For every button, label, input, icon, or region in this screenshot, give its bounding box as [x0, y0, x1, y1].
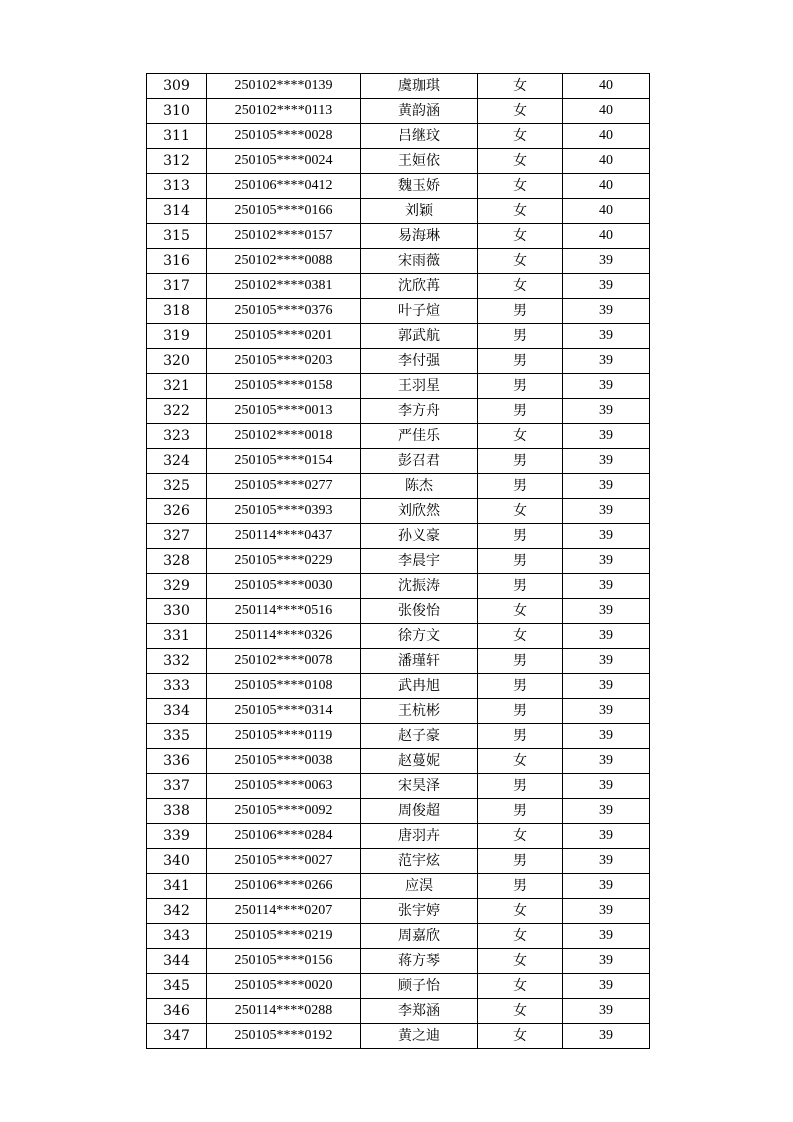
name-cell: 沈欣苒	[361, 274, 478, 299]
masked-id-cell: 250105****0030	[207, 574, 361, 599]
row-number-cell: 318	[147, 299, 207, 324]
masked-id-cell: 250105****0203	[207, 349, 361, 374]
table-row	[147, 474, 650, 499]
row-number-cell: 311	[147, 124, 207, 149]
name-cell: 李郑涵	[361, 999, 478, 1024]
table-row	[147, 874, 650, 899]
score-cell: 39	[563, 574, 650, 599]
name-cell: 陈杰	[361, 474, 478, 499]
name-cell: 孙义豪	[361, 524, 478, 549]
table-row	[147, 224, 650, 249]
table-row	[147, 1024, 650, 1049]
score-cell: 39	[563, 724, 650, 749]
row-number-cell: 327	[147, 524, 207, 549]
table-row	[147, 824, 650, 849]
gender-cell: 女	[478, 149, 563, 174]
gender-cell: 男	[478, 524, 563, 549]
table-row	[147, 99, 650, 124]
table-row	[147, 374, 650, 399]
score-cell: 40	[563, 124, 650, 149]
gender-cell: 女	[478, 749, 563, 774]
gender-cell: 女	[478, 224, 563, 249]
masked-id-cell: 250106****0266	[207, 874, 361, 899]
table-row	[147, 699, 650, 724]
masked-id-cell: 250105****0158	[207, 374, 361, 399]
masked-id-cell: 250105****0027	[207, 849, 361, 874]
name-cell: 郭武航	[361, 324, 478, 349]
name-cell: 刘颖	[361, 199, 478, 224]
row-number-cell: 333	[147, 674, 207, 699]
table-row	[147, 349, 650, 374]
masked-id-cell: 250105****0393	[207, 499, 361, 524]
gender-cell: 女	[478, 924, 563, 949]
score-cell: 39	[563, 974, 650, 999]
score-cell: 40	[563, 224, 650, 249]
table-row	[147, 574, 650, 599]
table-row	[147, 449, 650, 474]
score-cell: 39	[563, 499, 650, 524]
name-cell: 彭召君	[361, 449, 478, 474]
masked-id-cell: 250102****0088	[207, 249, 361, 274]
table-row	[147, 249, 650, 274]
score-cell: 39	[563, 874, 650, 899]
gender-cell: 女	[478, 974, 563, 999]
gender-cell: 男	[478, 349, 563, 374]
gender-cell: 男	[478, 474, 563, 499]
name-cell: 宋雨薇	[361, 249, 478, 274]
masked-id-cell: 250102****0018	[207, 424, 361, 449]
roster-table-body	[147, 74, 650, 1049]
gender-cell: 女	[478, 1024, 563, 1049]
score-cell: 39	[563, 824, 650, 849]
name-cell: 宋昊泽	[361, 774, 478, 799]
gender-cell: 男	[478, 299, 563, 324]
score-cell: 39	[563, 474, 650, 499]
masked-id-cell: 250105****0038	[207, 749, 361, 774]
score-cell: 39	[563, 924, 650, 949]
score-cell: 40	[563, 74, 650, 99]
masked-id-cell: 250102****0139	[207, 74, 361, 99]
score-cell: 39	[563, 749, 650, 774]
score-cell: 39	[563, 399, 650, 424]
score-cell: 39	[563, 699, 650, 724]
table-row	[147, 124, 650, 149]
name-cell: 吕继玟	[361, 124, 478, 149]
masked-id-cell: 250102****0381	[207, 274, 361, 299]
name-cell: 潘瑾轩	[361, 649, 478, 674]
masked-id-cell: 250105****0092	[207, 799, 361, 824]
masked-id-cell: 250105****0166	[207, 199, 361, 224]
table-row	[147, 274, 650, 299]
table-row	[147, 849, 650, 874]
gender-cell: 女	[478, 824, 563, 849]
table-row	[147, 74, 650, 99]
gender-cell: 女	[478, 249, 563, 274]
row-number-cell: 313	[147, 174, 207, 199]
row-number-cell: 332	[147, 649, 207, 674]
gender-cell: 男	[478, 699, 563, 724]
score-cell: 39	[563, 524, 650, 549]
name-cell: 黄韵涵	[361, 99, 478, 124]
masked-id-cell: 250102****0078	[207, 649, 361, 674]
table-row	[147, 949, 650, 974]
name-cell: 应淏	[361, 874, 478, 899]
row-number-cell: 345	[147, 974, 207, 999]
score-cell: 39	[563, 899, 650, 924]
name-cell: 张宇婷	[361, 899, 478, 924]
gender-cell: 男	[478, 874, 563, 899]
row-number-cell: 346	[147, 999, 207, 1024]
name-cell: 黄之迪	[361, 1024, 478, 1049]
gender-cell: 男	[478, 399, 563, 424]
gender-cell: 男	[478, 724, 563, 749]
gender-cell: 男	[478, 799, 563, 824]
row-number-cell: 309	[147, 74, 207, 99]
gender-cell: 男	[478, 374, 563, 399]
row-number-cell: 325	[147, 474, 207, 499]
row-number-cell: 323	[147, 424, 207, 449]
masked-id-cell: 250105****0063	[207, 774, 361, 799]
table-row	[147, 524, 650, 549]
gender-cell: 女	[478, 424, 563, 449]
gender-cell: 女	[478, 174, 563, 199]
row-number-cell: 315	[147, 224, 207, 249]
name-cell: 周嘉欣	[361, 924, 478, 949]
masked-id-cell: 250105****0013	[207, 399, 361, 424]
table-row	[147, 424, 650, 449]
gender-cell: 女	[478, 899, 563, 924]
row-number-cell: 312	[147, 149, 207, 174]
masked-id-cell: 250114****0437	[207, 524, 361, 549]
masked-id-cell: 250105****0219	[207, 924, 361, 949]
score-cell: 39	[563, 349, 650, 374]
masked-id-cell: 250114****0207	[207, 899, 361, 924]
masked-id-cell: 250114****0516	[207, 599, 361, 624]
table-row	[147, 799, 650, 824]
roster-page	[146, 73, 647, 1049]
name-cell: 徐方文	[361, 624, 478, 649]
score-cell: 39	[563, 674, 650, 699]
masked-id-cell: 250105****0314	[207, 699, 361, 724]
gender-cell: 男	[478, 849, 563, 874]
table-row	[147, 549, 650, 574]
row-number-cell: 330	[147, 599, 207, 624]
row-number-cell: 317	[147, 274, 207, 299]
name-cell: 虞珈琪	[361, 74, 478, 99]
score-cell: 39	[563, 1024, 650, 1049]
score-cell: 40	[563, 149, 650, 174]
score-cell: 39	[563, 999, 650, 1024]
score-cell: 39	[563, 799, 650, 824]
row-number-cell: 338	[147, 799, 207, 824]
name-cell: 武冉旭	[361, 674, 478, 699]
name-cell: 沈振涛	[361, 574, 478, 599]
name-cell: 张俊怡	[361, 599, 478, 624]
row-number-cell: 337	[147, 774, 207, 799]
row-number-cell: 319	[147, 324, 207, 349]
masked-id-cell: 250105****0277	[207, 474, 361, 499]
name-cell: 唐羽卉	[361, 824, 478, 849]
masked-id-cell: 250114****0288	[207, 999, 361, 1024]
gender-cell: 男	[478, 774, 563, 799]
row-number-cell: 347	[147, 1024, 207, 1049]
gender-cell: 男	[478, 674, 563, 699]
name-cell: 魏玉娇	[361, 174, 478, 199]
gender-cell: 男	[478, 574, 563, 599]
score-cell: 39	[563, 374, 650, 399]
row-number-cell: 334	[147, 699, 207, 724]
name-cell: 李晨宇	[361, 549, 478, 574]
gender-cell: 女	[478, 599, 563, 624]
masked-id-cell: 250114****0326	[207, 624, 361, 649]
table-row	[147, 749, 650, 774]
score-cell: 39	[563, 649, 650, 674]
name-cell: 周俊超	[361, 799, 478, 824]
row-number-cell: 310	[147, 99, 207, 124]
score-cell: 39	[563, 449, 650, 474]
row-number-cell: 331	[147, 624, 207, 649]
row-number-cell: 339	[147, 824, 207, 849]
row-number-cell: 326	[147, 499, 207, 524]
masked-id-cell: 250105****0156	[207, 949, 361, 974]
name-cell: 赵子豪	[361, 724, 478, 749]
table-row	[147, 999, 650, 1024]
name-cell: 赵蔓妮	[361, 749, 478, 774]
table-row	[147, 899, 650, 924]
row-number-cell: 324	[147, 449, 207, 474]
score-cell: 39	[563, 949, 650, 974]
name-cell: 王姮依	[361, 149, 478, 174]
masked-id-cell: 250102****0157	[207, 224, 361, 249]
row-number-cell: 340	[147, 849, 207, 874]
masked-id-cell: 250105****0119	[207, 724, 361, 749]
name-cell: 李付强	[361, 349, 478, 374]
table-row	[147, 399, 650, 424]
gender-cell: 女	[478, 74, 563, 99]
score-cell: 39	[563, 849, 650, 874]
score-cell: 39	[563, 549, 650, 574]
name-cell: 蒋方琴	[361, 949, 478, 974]
row-number-cell: 341	[147, 874, 207, 899]
row-number-cell: 342	[147, 899, 207, 924]
score-cell: 39	[563, 599, 650, 624]
gender-cell: 女	[478, 124, 563, 149]
score-cell: 40	[563, 99, 650, 124]
row-number-cell: 344	[147, 949, 207, 974]
row-number-cell: 316	[147, 249, 207, 274]
table-row	[147, 149, 650, 174]
gender-cell: 女	[478, 274, 563, 299]
row-number-cell: 322	[147, 399, 207, 424]
gender-cell: 女	[478, 199, 563, 224]
score-cell: 39	[563, 299, 650, 324]
name-cell: 王杭彬	[361, 699, 478, 724]
gender-cell: 女	[478, 949, 563, 974]
gender-cell: 男	[478, 649, 563, 674]
name-cell: 严佳乐	[361, 424, 478, 449]
score-cell: 39	[563, 624, 650, 649]
masked-id-cell: 250105****0028	[207, 124, 361, 149]
score-cell: 39	[563, 324, 650, 349]
masked-id-cell: 250106****0412	[207, 174, 361, 199]
name-cell: 刘欣然	[361, 499, 478, 524]
masked-id-cell: 250105****0024	[207, 149, 361, 174]
masked-id-cell: 250105****0192	[207, 1024, 361, 1049]
table-row	[147, 924, 650, 949]
table-row	[147, 324, 650, 349]
gender-cell: 女	[478, 624, 563, 649]
masked-id-cell: 250105****0108	[207, 674, 361, 699]
row-number-cell: 328	[147, 549, 207, 574]
gender-cell: 男	[478, 449, 563, 474]
score-cell: 39	[563, 774, 650, 799]
name-cell: 顾子怡	[361, 974, 478, 999]
gender-cell: 女	[478, 499, 563, 524]
row-number-cell: 314	[147, 199, 207, 224]
masked-id-cell: 250105****0376	[207, 299, 361, 324]
table-row	[147, 974, 650, 999]
name-cell: 易海琳	[361, 224, 478, 249]
score-cell: 40	[563, 174, 650, 199]
masked-id-cell: 250106****0284	[207, 824, 361, 849]
row-number-cell: 343	[147, 924, 207, 949]
table-row	[147, 724, 650, 749]
masked-id-cell: 250105****0201	[207, 324, 361, 349]
name-cell: 李方舟	[361, 399, 478, 424]
masked-id-cell: 250102****0113	[207, 99, 361, 124]
row-number-cell: 335	[147, 724, 207, 749]
masked-id-cell: 250105****0020	[207, 974, 361, 999]
gender-cell: 男	[478, 324, 563, 349]
score-cell: 39	[563, 424, 650, 449]
roster-table	[146, 73, 650, 1049]
gender-cell: 女	[478, 999, 563, 1024]
table-row	[147, 674, 650, 699]
table-row	[147, 599, 650, 624]
score-cell: 39	[563, 249, 650, 274]
gender-cell: 男	[478, 549, 563, 574]
score-cell: 40	[563, 199, 650, 224]
table-row	[147, 774, 650, 799]
table-row	[147, 649, 650, 674]
row-number-cell: 329	[147, 574, 207, 599]
masked-id-cell: 250105****0229	[207, 549, 361, 574]
row-number-cell: 321	[147, 374, 207, 399]
name-cell: 王羽星	[361, 374, 478, 399]
masked-id-cell: 250105****0154	[207, 449, 361, 474]
table-row	[147, 299, 650, 324]
score-cell: 39	[563, 274, 650, 299]
row-number-cell: 320	[147, 349, 207, 374]
name-cell: 叶子煊	[361, 299, 478, 324]
table-row	[147, 199, 650, 224]
name-cell: 范宇炫	[361, 849, 478, 874]
gender-cell: 女	[478, 99, 563, 124]
table-row	[147, 174, 650, 199]
row-number-cell: 336	[147, 749, 207, 774]
table-row	[147, 499, 650, 524]
table-row	[147, 624, 650, 649]
